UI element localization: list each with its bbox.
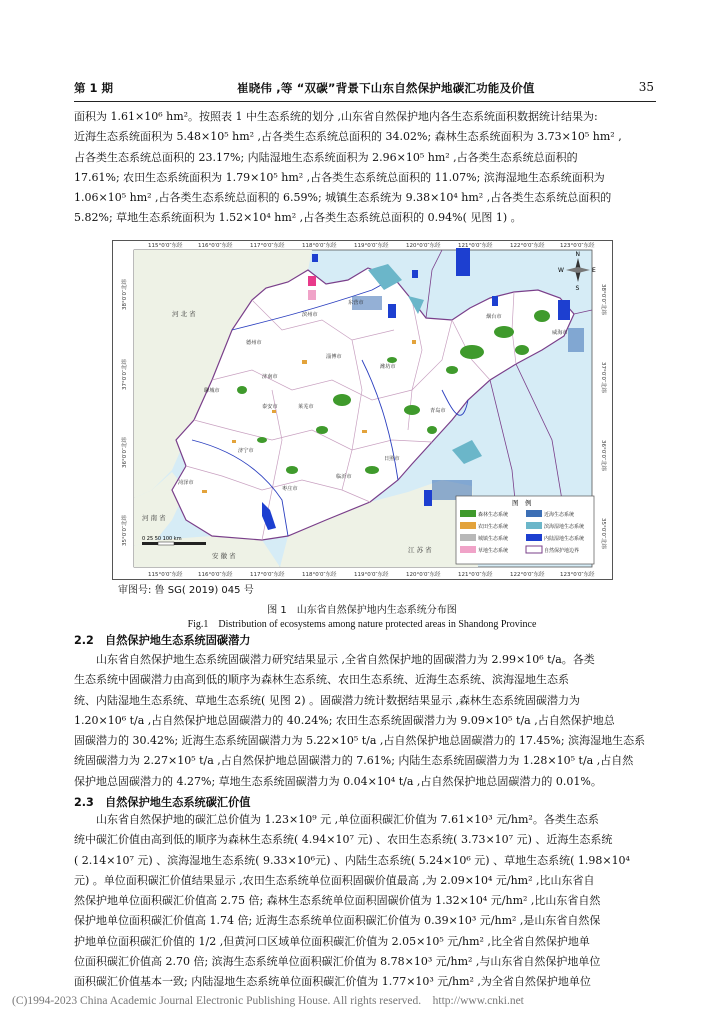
section-heading-2-2: 2.2 自然保护地生态系统固碳潜力 (74, 634, 251, 647)
province-label-2: 安 徽 省 (212, 552, 236, 560)
text-line: 保护地单位面积碳汇价值高 1.74 倍; 近海生态系统单位面积碳汇价值为 0.39×10³ 元/hm² ,是山东省自然保 (74, 914, 601, 928)
city-label: 临沂市 (336, 474, 352, 480)
section-2-3-paragraph (74, 810, 656, 993)
tick-label: 121°0′0″东经 (458, 243, 493, 249)
tick-label: 117°0′0″东经 (250, 243, 285, 249)
compass-label: N (575, 251, 580, 258)
text-line: ( 2.14×10⁷ 元) 、滨海湿地生态系统( 9.33×10⁶元) 、内陆生态系统( 5.24×10⁶ 元) 、草地生态系统( 1.98×10⁴ (74, 853, 630, 867)
bottom-ticks (148, 570, 595, 578)
text-line: 生态系统中固碳潜力由高到低的顺序为森林生态系统、农田生态系统、近海生态系统、滨海湿地生态系 (74, 673, 569, 687)
text-line: 山东省自然保护地的碳汇总价值为 1.23×10⁹ 元 ,单位面积碳汇价值为 7.61×10³ 元/hm²。各类生态系 (96, 813, 599, 826)
compass-label: W (558, 267, 564, 274)
tick-label: 116°0′0″东经 (198, 572, 233, 578)
text-line: 1.06×10⁵ hm² ,占各类生态系统总面积的 6.59%; 城镇生态系统为 9.38×10⁴ hm² ,占各类生态系统总面积的 (74, 191, 612, 205)
text-line: 1.20×10⁶ t/a ,占自然保护地总固碳潜力的 40.24%; 农田生态系统固碳潜力为 9.09×10⁵ t/a ,占自然保护地总 (74, 713, 615, 727)
tick-label: 120°0′0″东经 (406, 243, 441, 249)
legend-label: 近海生态系统 (544, 512, 575, 518)
intro-paragraph (74, 107, 656, 229)
compass-label: E (592, 267, 596, 274)
tick-label: 38°0′0″北纬 (600, 284, 606, 316)
compass-label: S (575, 285, 580, 292)
province-label-1: 河 南 省 (142, 514, 166, 522)
province-label-0: 河 北 省 (172, 310, 196, 318)
text-line: 护地单位面积碳汇价值的 1/2 ,但黄河口区域单位面积碳汇价值为 2.05×10⁵ 元/hm² ,比全省自然保护地单 (74, 934, 590, 948)
text-line: 山东省自然保护地生态系统固碳潜力研究结果显示 ,全省自然保护地的固碳潜力为 2.99×10⁶ t/a。各类 (96, 653, 595, 666)
tick-label: 36°0′0″北纬 (122, 436, 128, 468)
city-label: 滨州市 (302, 312, 318, 318)
province-label-3: 江 苏 省 (408, 546, 432, 554)
page-number: 35 (638, 80, 654, 94)
text-line: 近海生态系统面积为 5.48×10⁵ hm² ,占各类生态系统总面积的 34.02%; 森林生态系统面积为 3.73×10⁵ hm² , (74, 130, 622, 144)
running-header (74, 80, 656, 102)
legend-label: 自然保护地边界 (544, 548, 580, 554)
tick-label: 37°0′0″北纬 (122, 358, 128, 390)
tick-label: 116°0′0″东经 (198, 243, 233, 249)
tick-label: 119°0′0″东经 (354, 243, 389, 249)
city-label: 淄博市 (326, 354, 342, 360)
city-label: 济宁市 (238, 448, 254, 454)
map-legend (456, 496, 594, 564)
top-ticks (148, 241, 595, 249)
tick-label: 115°0′0″东经 (148, 572, 183, 578)
city-label: 烟台市 (486, 314, 502, 320)
city-label: 日照市 (384, 456, 400, 462)
text-line: 位面积碳汇价值高 2.70 倍; 滨海生态系统单位面积碳汇价值为 8.78×10³ 元/hm² ,与山东省自然保护地单位 (74, 955, 601, 969)
text-line: 面积为 1.61×10⁶ hm²。按照表 1 中生态系统的划分 ,山东省自然保护地内各生态系统面积数据统计结果为: (74, 110, 598, 123)
text-line: 5.82%; 草地生态系统面积为 1.52×10⁴ hm² ,占各类生态系统总面积的 0.94%( 见图 1) 。 (74, 211, 522, 225)
legend-title: 图 例 (512, 499, 532, 507)
city-label: 东营市 (348, 300, 364, 306)
text-line: 占各类生态系统总面积的 23.17%; 内陆湿地生态系统面积为 2.96×10⁵ hm² ,占各类生态系统总面积的 (74, 150, 578, 164)
text-line: 统中碳汇价值由高到低的顺序为森林生态系统( 4.94×10⁷ 元) 、农田生态系统( 3.73×10⁷ 元) 、近海生态系统 (74, 833, 613, 847)
tick-label: 35°0′0″北纬 (122, 514, 128, 546)
text-line: 面积碳汇价值基本一致; 内陆湿地生态系统单位面积碳汇价值为 1.77×10³ 元/hm² ,为全省自然保护地单位 (74, 975, 591, 989)
tick-label: 121°0′0″东经 (458, 572, 493, 578)
grassland-patch (308, 276, 316, 286)
figure-caption-cn: 图 1 山东省自然保护地内生态系统分布图 (267, 605, 457, 616)
ecosystem-map (112, 240, 613, 580)
running-title: 崔晓伟 ,等 “双碳”背景下山东自然保护地碳汇功能及价值 (237, 81, 535, 95)
tick-label: 123°0′0″东经 (560, 243, 595, 249)
section-2-2-paragraph (74, 650, 656, 792)
tick-label: 38°0′0″北纬 (122, 278, 128, 310)
city-label: 威海市 (552, 330, 568, 336)
city-label: 青岛市 (430, 408, 446, 414)
scale-label: 0 25 50 100 km (142, 536, 182, 542)
legend-label: 森林生态系统 (478, 512, 509, 518)
grassland-patch (308, 290, 316, 300)
tick-label: 120°0′0″东经 (406, 572, 441, 578)
text-line: 保护地总固碳潜力的 4.27%; 草地生态系统固碳潜力为 0.04×10⁴ t/a ,占自然保护地总固碳潜力的 0.01%。 (74, 774, 602, 788)
tick-label: 37°0′0″北纬 (600, 362, 606, 394)
legend-label: 滨海湿地生态系统 (544, 524, 585, 530)
text-line: 元) 。单位面积碳汇价值结果显示 ,农田生态系统单位面积固碳价值最高 ,为 2.09×10⁴ 元/hm² ,比山东省自 (74, 873, 595, 887)
city-label: 聊城市 (204, 388, 220, 394)
text-line: 固碳潜力的 30.42%; 近海生态系统固碳潜力为 5.22×10⁵ t/a ,占自然保护地总固碳潜力的 17.45%; 滨海湿地生态系 (74, 734, 646, 748)
city-label: 枣庄市 (282, 486, 298, 492)
section-heading-2-3: 2.3 自然保护地生态系统碳汇价值 (74, 796, 251, 809)
tick-label: 119°0′0″东经 (354, 572, 389, 578)
tick-label: 115°0′0″东经 (148, 243, 183, 249)
tick-label: 123°0′0″东经 (560, 572, 595, 578)
tick-label: 118°0′0″东经 (302, 243, 337, 249)
copyright-footer: (C)1994-2023 China Academic Journal Electronic Publishing House. All rights reserved. http://www.cnki.net (12, 995, 524, 1007)
legend-label: 内陆湿地生态系统 (544, 536, 585, 542)
city-label: 济南市 (262, 374, 278, 380)
legend-label: 农田生态系统 (478, 524, 509, 530)
city-label: 潍坊市 (380, 364, 396, 370)
legend-label: 城镇生态系统 (478, 536, 509, 542)
tick-label: 118°0′0″东经 (302, 572, 337, 578)
tick-label: 122°0′0″东经 (510, 243, 545, 249)
text-line: 17.61%; 农田生态系统面积为 1.79×10⁵ hm² ,占各类生态系统总面积的 11.07%; 滨海湿地生态系统面积为 (74, 170, 605, 184)
text-line: 然保护地单位面积碳汇价值高 2.75 倍; 森林生态系统单位面积固碳价值为 1.32×10⁴ 元/hm² ,比山东省自然 (74, 894, 601, 908)
city-label: 莱芜市 (298, 404, 314, 410)
issue-number: 第 1 期 (74, 81, 114, 95)
city-label: 菏泽市 (178, 480, 194, 486)
city-label: 德州市 (246, 340, 262, 346)
tick-label: 117°0′0″东经 (250, 572, 285, 578)
tick-label: 35°0′0″北纬 (600, 518, 606, 550)
map-approval-number: 审图号: 鲁 SG( 2019) 045 号 (118, 585, 254, 596)
figure-caption-en: Fig.1 Distribution of ecosystems among nature protected areas in Shandong Province (187, 619, 537, 630)
text-line: 统固碳潜力为 2.27×10⁵ t/a ,占自然保护地总固碳潜力的 7.61%; 内陆生态系统固碳潜力为 1.28×10⁵ t/a ,占自然 (74, 754, 634, 768)
tick-label: 36°0′0″北纬 (600, 440, 606, 472)
text-line: 统、内陆湿地生态系统、草地生态系统( 见图 2) 。固碳潜力统计数据结果显示 ,森林生态系统固碳潜力为 (74, 693, 581, 707)
legend-label: 草地生态系统 (478, 548, 509, 554)
tick-label: 122°0′0″东经 (510, 572, 545, 578)
city-label: 泰安市 (262, 404, 278, 410)
